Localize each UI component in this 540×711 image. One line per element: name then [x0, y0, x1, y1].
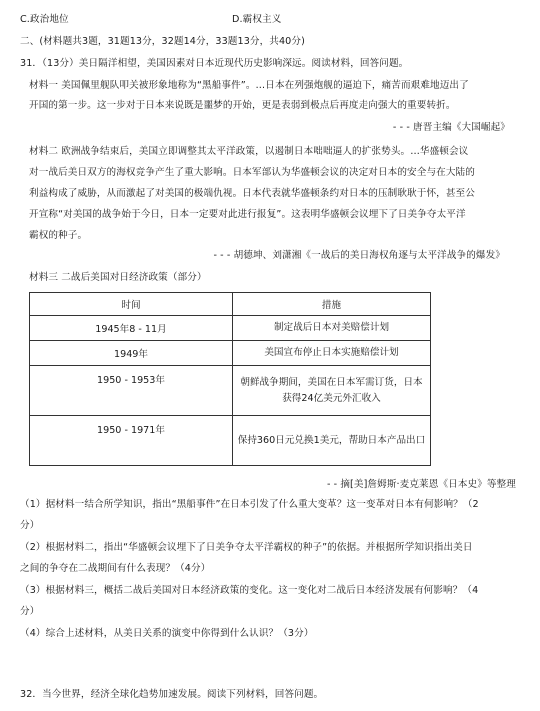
material-3-source: - - 摘[美]詹姆斯·麦克莱恩《日本史》等整理 — [326, 479, 516, 490]
table-cell-time: 1950 - 1971年 — [30, 416, 233, 466]
section-header: 二、(材料题共3题，31题13分，32题14分，33题13分，共40分) — [20, 36, 305, 47]
table-cell-time: 1949年 — [30, 341, 233, 366]
table-cell-measure: 保持360日元兑换1美元，帮助日本产品出口 — [233, 416, 431, 466]
table-cell-measure: 美国宣布停止日本实施赔偿计划 — [233, 341, 431, 366]
question-line: 分） — [20, 606, 40, 617]
option-d: D.霸权主义 — [232, 14, 282, 25]
table-row — [30, 341, 431, 366]
table-row — [30, 416, 431, 466]
material-2-line: 对一战后美日双方的海权竞争产生了重大影响。日本军部认为华盛顿会议的决定对日本的安全与在大陆的 — [29, 167, 475, 178]
material-1-line: 开国的第一步。这一步对于日本来说既是噩梦的开始，更是表弱到极点后再度走向强大的重要转折。 — [29, 100, 456, 111]
question-line: （3）根据材料三，概括二战后美国对日本经济政策的变化。这一变化对二战后日本经济发展有何影响？（4 — [20, 585, 479, 596]
policy-table — [29, 292, 431, 466]
question-line: （2）根据材料二，指出“华盛顿会议埋下了日美争夺太平洋霸权的种子”的依据。并根据所学知识指出美日 — [20, 542, 473, 553]
table-cell-time: 1945年8 - 11月 — [30, 316, 233, 341]
table-cell-time: 1950 - 1953年 — [30, 366, 233, 416]
material-2-line: 开宣称“对美国的战争始于今日，日本一定要对此进行报复”。这表明华盛顿会议埋下了日美争夺太平洋 — [29, 209, 466, 220]
table-header-row — [30, 293, 431, 316]
question-line: 之间的争夺在二战期间有什么表现？（4分） — [20, 563, 211, 574]
material-3-title: 材料三 二战后美国对日经济政策（部分） — [29, 272, 207, 283]
material-2-line: 霸权的种子。 — [29, 230, 88, 241]
question-line: 分） — [20, 520, 40, 531]
table-row — [30, 316, 431, 341]
table-header: 措施 — [233, 293, 431, 316]
material-2-line: 材料二 欧洲战争结束后，美国立即调整其太平洋政策，以遏制日本咄咄逼人的扩张势头。…华盛顿会议 — [29, 146, 469, 157]
material-2-source: - - - 胡德坤、刘潇湘《一战后的美日海权角逐与太平洋战争的爆发》 — [213, 250, 505, 261]
option-c: C.政治地位 — [20, 14, 69, 25]
table-cell-measure: 朝鲜战争期间，美国在日本军需订货，日本获得24亿美元外汇收入 — [233, 366, 431, 416]
question-line: （1）据材料一结合所学知识，指出“黑船事件”在日本引发了什么重大变革？这一变革对日本有何影响？（2 — [20, 499, 479, 510]
q31-intro: 31．（13分）美日隔洋相望，美国因素对日本近现代历史影响深远。阅读材料，回答问题。 — [20, 58, 409, 69]
q32-intro: 32．当今世界，经济全球化趋势加速发展。阅读下列材料，回答问题。 — [20, 689, 324, 700]
question-line: （4）综合上述材料，从美日关系的演变中你得到什么认识？（3分） — [20, 628, 314, 639]
table-row — [30, 366, 431, 416]
material-1-source: - - - 唐晋主编《大国崛起》 — [392, 122, 510, 133]
material-2-line: 利益构成了威胁，从而激起了对美国的极端仇视。日本代表就华盛顿条约对日本的压制耿耿于怀，甚至公 — [29, 188, 475, 199]
table-header: 时间 — [30, 293, 233, 316]
table-cell-measure: 制定战后日本对美赔偿计划 — [233, 316, 431, 341]
material-1-line: 材料一 美国佩里舰队叩关被形象地称为“黑船事件”。…日本在列强炮舰的逼迫下，痛苦而艰难地迈出了 — [29, 80, 469, 91]
